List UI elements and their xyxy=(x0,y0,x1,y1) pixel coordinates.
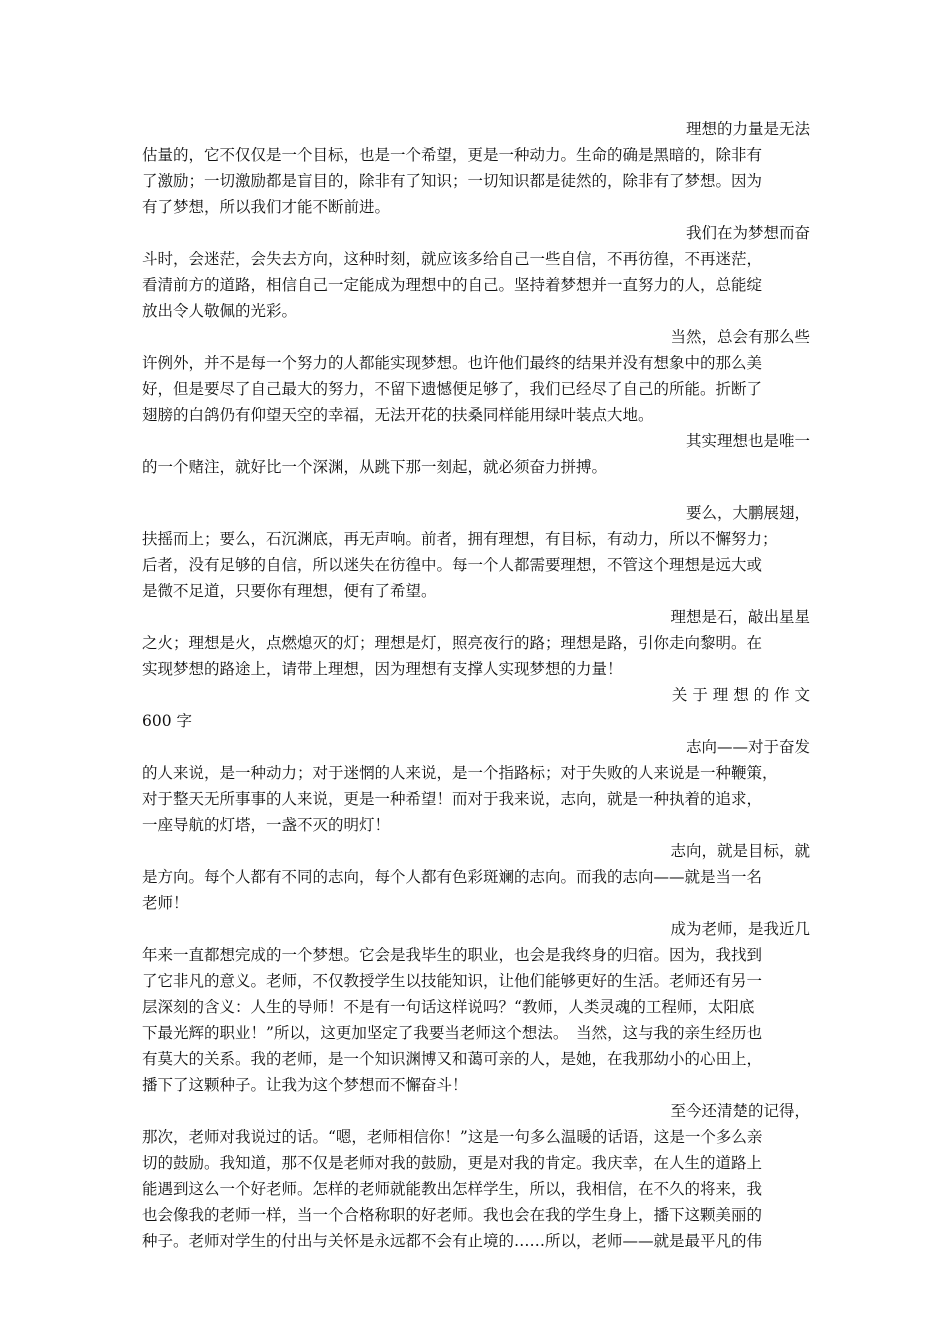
paragraph-start-line: 理想的力量是无法 xyxy=(685,120,810,138)
text-line: 年来一直都想完成的一个梦想。它会是我毕生的职业，也会是我终身的归宿。因为，我找到 xyxy=(142,946,763,964)
text-line: 切的鼓励。我知道，那不仅是老师对我的鼓励，更是对我的肯定。我庆幸，在人生的道路上 xyxy=(142,1154,763,1172)
text-line: 一座导航的灯塔，一盏不灭的明灯！ xyxy=(142,816,391,834)
paragraph-start-line: 其实理想也是唯一 xyxy=(685,432,810,450)
text-line: 那次，老师对我说过的话。“嗯，老师相信你！”这是一句多么温暖的话语，这是一个多么亲 xyxy=(142,1128,763,1146)
text-line: 估量的，它不仅仅是一个目标，也是一个希望，更是一种动力。生命的确是黑暗的，除非有 xyxy=(142,146,763,164)
text-line: 翅膀的白鸽仍有仰望天空的幸福，无法开花的扶桑同样能用绿叶装点大地。 xyxy=(142,406,654,424)
text-line: 600 字 xyxy=(142,712,193,730)
text-line: 实现梦想的路途上，请带上理想，因为理想有支撑人实现梦想的力量！ xyxy=(142,660,623,678)
text-line: 老师！ xyxy=(142,894,189,912)
essay-text xyxy=(142,116,810,1254)
text-line: 播下了这颗种子。让我为这个梦想而不懈奋斗！ xyxy=(142,1076,468,1094)
text-line: 有莫大的关系。我的老师，是一个知识渊博又和蔼可亲的人，是她，在我那幼小的心田上， xyxy=(142,1050,763,1068)
text-line: 能遇到这么一个好老师。怎样的老师就能教出怎样学生，所以，我相信，在不久的将来，我 xyxy=(142,1180,763,1198)
text-line: 下最光辉的职业！”所以，这更加坚定了我要当老师这个想法。 当然，这与我的亲生经历也 xyxy=(142,1024,763,1042)
text-line: 斗时，会迷茫，会失去方向，这种时刻，就应该多给自己一些自信，不再彷徨，不再迷茫， xyxy=(142,250,763,268)
text-line: 放出令人敬佩的光彩。 xyxy=(142,302,298,320)
text-line: 扶摇而上；要么，石沉渊底，再无声响。前者，拥有理想，有目标，有动力，所以不懈努力； xyxy=(142,530,778,548)
text-line: 后者，没有足够的自信，所以迷失在彷徨中。每一个人都需要理想，不管这个理想是远大或 xyxy=(142,556,763,574)
text-line: 也会像我的老师一样，当一个合格称职的好老师。我也会在我的学生身上，播下这颗美丽的 xyxy=(142,1206,763,1224)
paragraph-start-line: 要么，大鹏展翅， xyxy=(685,504,810,522)
text-line: 看清前方的道路，相信自己一定能成为理想中的自己。坚持着梦想并一直努力的人，总能绽 xyxy=(142,276,763,294)
paragraph-start-line: 理想是石，敲出星星 xyxy=(670,608,810,626)
paragraph-start-line: 成为老师，是我近几 xyxy=(670,920,810,938)
paragraph-start-line: 我们在为梦想而奋 xyxy=(685,224,810,242)
paragraph-start-line: 志向，就是目标，就 xyxy=(670,842,810,860)
text-line: 有了梦想，所以我们才能不断前进。 xyxy=(142,198,391,216)
text-line: 的人来说，是一种动力；对于迷惘的人来说，是一个指路标；对于失败的人来说是一种鞭策， xyxy=(142,764,778,782)
text-line: 是方向。每个人都有不同的志向，每个人都有色彩斑斓的志向。而我的志向——就是当一名 xyxy=(142,868,763,886)
paragraph-start-line: 至今还清楚的记得， xyxy=(670,1102,810,1120)
paragraph-start-line: 关 于 理 想 的 作 文 xyxy=(671,686,810,704)
text-line: 种子。老师对学生的付出与关怀是永远都不会有止境的……所以，老师——就是最平凡的伟 xyxy=(142,1232,763,1250)
paragraph-gap xyxy=(142,480,810,500)
text-line: 层深刻的含义：人生的导师！不是有一句话这样说吗？“教师，人类灵魂的工程师，太阳底 xyxy=(142,998,755,1016)
text-line: 的一个赌注，就好比一个深渊，从跳下那一刻起，就必须奋力拼搏。 xyxy=(142,458,608,476)
text-line: 之火；理想是火，点燃熄灭的灯；理想是灯，照亮夜行的路；理想是路，引你走向黎明。在 xyxy=(142,634,763,652)
text-line: 了它非凡的意义。老师，不仅教授学生以技能知识，让他们能够更好的生活。老师还有另一 xyxy=(142,972,763,990)
text-line: 许例外，并不是每一个努力的人都能实现梦想。也许他们最终的结果并没有想象中的那么美 xyxy=(142,354,763,372)
paragraph-start-line: 志向——对于奋发 xyxy=(685,738,810,756)
text-line: 了激励；一切激励都是盲目的，除非有了知识；一切知识都是徒然的，除非有了梦想。因为 xyxy=(142,172,763,190)
text-line: 是微不足道，只要你有理想，便有了希望。 xyxy=(142,582,437,600)
text-line: 对于整天无所事事的人来说，更是一种希望！而对于我来说，志向，就是一种执着的追求， xyxy=(142,790,763,808)
text-line: 好，但是要尽了自己最大的努力，不留下遗憾便足够了，我们已经尽了自己的所能。折断了 xyxy=(142,380,763,398)
paragraph-start-line: 当然，总会有那么些 xyxy=(670,328,810,346)
